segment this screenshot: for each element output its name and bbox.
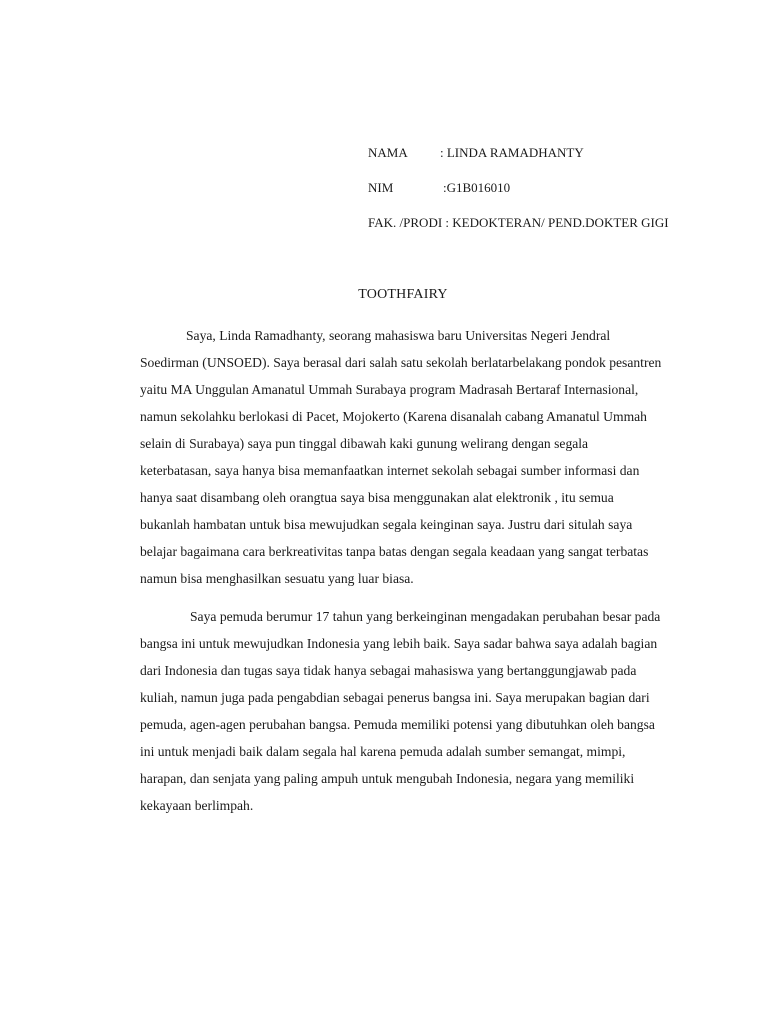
document-title: TOOTHFAIRY	[358, 287, 448, 302]
paragraph-2: Saya pemuda berumur 17 tahun yang berkeinginan mengadakan perubahan besar pada bangsa ini untuk mewujudkan Indonesia yang lebih baik. Saya sadar bahwa saya adalah bagian dari Indonesia dan tugas saya tidak hanya sebagai mahasiswa yang bertanggungjawab pada kuliah, namun juga pada pengabdian sebagai penerus bangsa ini. Saya merupakan bagian dari pemuda, agen-agen perubahan bangsa. Pemuda memiliki potensi yang dibutuhkan oleh bangsa ini untuk menjadi baik dalam segala hal karena pemuda adalah sumber semangat, mimpi, harapan, dan senjata yang paling ampuh untuk mengubah Indonesia, negara yang memiliki kekayaan berlimpah.	[140, 609, 661, 813]
nim-value: :G1B016010	[443, 180, 511, 195]
name-value: : LINDA RAMADHANTY	[440, 145, 584, 160]
faculty-value: : KEDOKTERAN/ PEND.DOKTER GIGI	[442, 215, 669, 230]
faculty-row	[368, 214, 748, 232]
nim-row	[368, 179, 748, 197]
name-row	[368, 144, 748, 162]
nim-label: NIM	[368, 180, 394, 195]
document-body	[140, 322, 662, 819]
paragraph-1: Saya, Linda Ramadhanty, seorang mahasiswa baru Universitas Negeri Jendral Soedirman (UNSOED). Saya berasal dari salah satu sekolah berlatarbelakang pondok pesantren yaitu MA Unggulan Amanatul Ummah Surabaya program Madrasah Bertaraf Internasional, namun sekolahku berlokasi di Pacet, Mojokerto (Karena disanalah cabang Amanatul Ummah selain di Surabaya) saya pun tinggal dibawah kaki gunung welirang dengan segala keterbatasan, saya hanya bisa memanfaatkan internet sekolah sebagai sumber informasi dan hanya saat disambang oleh orangtua saya bisa menggunakan alat elektronik , itu semua bukanlah hambatan untuk bisa mewujudkan segala keinginan saya. Justru dari situlah saya belajar bagaimana cara berkreativitas tanpa batas dengan segala keadaan yang sangat terbatas namun bisa menghasilkan sesuatu yang luar biasa.	[140, 328, 662, 586]
faculty-label: FAK. /PRODI	[368, 215, 443, 230]
name-label: NAMA	[368, 145, 408, 160]
identity-block	[368, 144, 748, 249]
